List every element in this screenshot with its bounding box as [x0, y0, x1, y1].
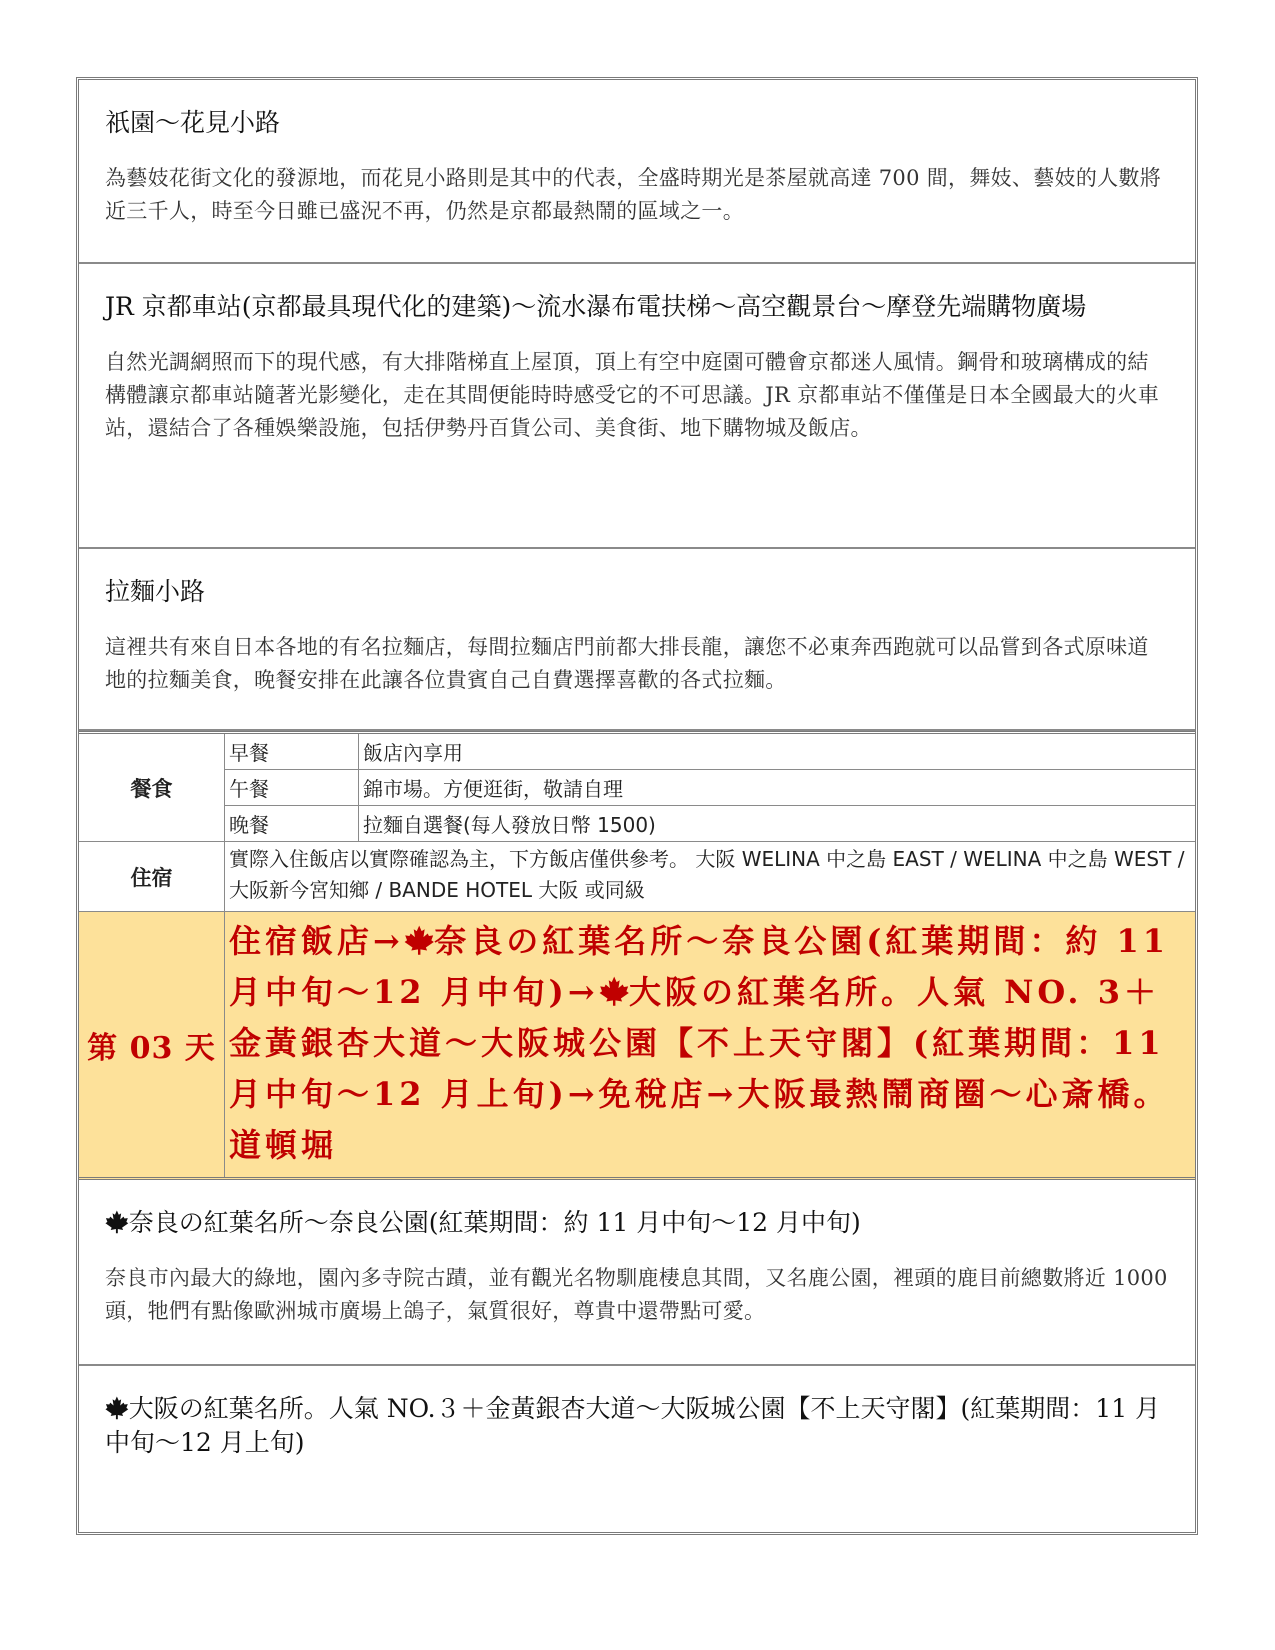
meal-lunch-detail: 錦市場。方便逛街，敬請自理: [359, 770, 1195, 806]
section-body: 為藝妓花街文化的發源地，而花見小路則是其中的代表，全盛時期光是茶屋就高達 700 間，舞妓、藝妓的人數將近三千人，時至今日雖已盛況不再，仍然是京都最熱鬧的區域之一。: [105, 166, 1162, 223]
meal-dinner-detail: 拉麵自選餐(每人發放日幣 1500): [359, 806, 1195, 842]
maple-leaf-icon: [404, 925, 434, 955]
section-title: [105, 1206, 1169, 1240]
day-title-part-1: 住宿飯店→: [229, 922, 404, 960]
day-3-row: [79, 912, 1195, 1180]
day-title: [225, 912, 1195, 1177]
section-kyoto-station: [79, 264, 1195, 549]
lodging-detail: 實際入住飯店以實際確認為主，下方飯店僅供參考。 大阪 WELINA 中之島 EAST / WELINA 中之島 WEST / 大阪新今宮知鄉 / BANDE HOTEL 大阪 或同級: [225, 842, 1195, 912]
section-body: 奈良市內最大的綠地，園內多寺院古蹟，並有觀光名物馴鹿棲息其間，又名鹿公園，裡頭的鹿目前總數將近 1000 頭，牠們有點像歐洲城市廣場上鴿子，氣質很好，尊貴中還帶點可愛。: [105, 1266, 1168, 1323]
meal-dinner-label: 晚餐: [225, 806, 359, 842]
meals-lodging-grid: [79, 731, 1195, 912]
day-title-part-3: 大阪の紅葉名所。人氣 NO. 3＋金黃銀杏大道～大阪城公園【不上天守閣】(紅葉期間：11 月中旬～12 月上旬)→免稅店→大阪最熱鬧商圈～心斎橋。道頓堀: [229, 973, 1170, 1164]
section-title: 拉麵小路: [105, 577, 206, 606]
section-title: [105, 1392, 1169, 1460]
section-ramen-alley: [79, 549, 1195, 731]
section-nara-park: [79, 1180, 1195, 1366]
section-title: 祇園～花見小路: [105, 108, 281, 137]
section-title-text: 大阪の紅葉名所。人氣 NO.３＋金黃銀杏大道～大阪城公園【不上天守閣】(紅葉期間：11 月中旬～12 月上旬): [105, 1394, 1161, 1457]
section-osaka-castle: [79, 1366, 1195, 1532]
maple-leaf-icon: [105, 1396, 129, 1420]
meals-label: 餐食: [79, 734, 225, 842]
lodging-label: 住宿: [79, 842, 225, 912]
day-label: 第 03 天: [79, 912, 225, 1177]
meal-breakfast-label: 早餐: [225, 734, 359, 770]
day-title-part-2: 奈良の紅葉名所～奈良公園(紅葉期間：約 11 月中旬～12 月中旬)→: [229, 922, 1170, 1011]
section-body: 自然光調網照而下的現代感，有大排階梯直上屋頂，頂上有空中庭園可體會京都迷人風情。鋼骨和玻璃構成的結構體讓京都車站隨著光影變化，走在其間便能時時感受它的不可思議。JR 京都車站不僅僅是日本全國最大的火車站，還結合了各種娛樂設施，包括伊勢丹百貨公司、美食街、地下購物城及飯店。: [105, 350, 1160, 440]
section-gion: [79, 80, 1195, 264]
section-body: 這裡共有來自日本各地的有名拉麵店，每間拉麵店門前都大排長龍，讓您不必東奔西跑就可以品嘗到各式原味道地的拉麵美食，晚餐安排在此讓各位貴賓自己自費選擇喜歡的各式拉麵。: [105, 635, 1149, 692]
maple-leaf-icon: [599, 976, 629, 1006]
meal-lunch-label: 午餐: [225, 770, 359, 806]
meal-breakfast-detail: 飯店內享用: [359, 734, 1195, 770]
itinerary-table: [76, 77, 1198, 1535]
section-title: JR 京都車站(京都最具現代化的建築)～流水瀑布電扶梯～高空觀景台～摩登先端購物廣場: [105, 292, 1087, 321]
section-title-text: 奈良の紅葉名所～奈良公園(紅葉期間：約 11 月中旬～12 月中旬): [128, 1208, 861, 1237]
maple-leaf-icon: [105, 1210, 129, 1234]
